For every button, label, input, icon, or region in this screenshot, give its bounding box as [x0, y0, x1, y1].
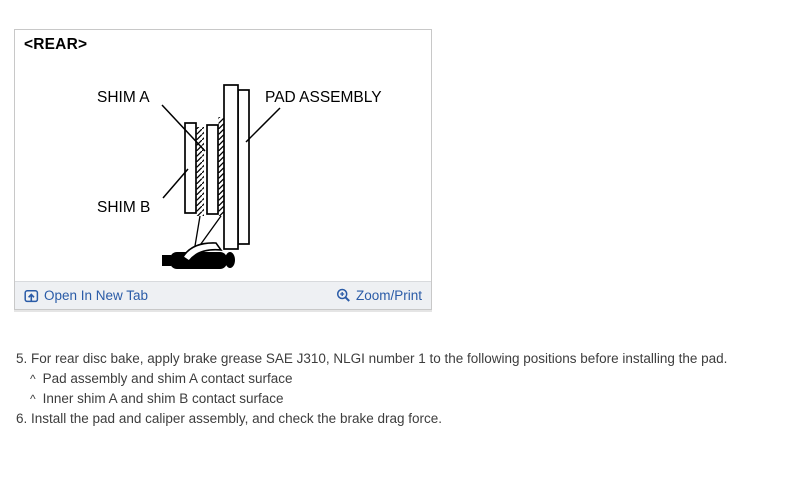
open-in-new-tab-link[interactable]	[24, 288, 148, 303]
caret-bullet-marker: ^	[30, 372, 36, 386]
shim-a-part	[207, 125, 218, 214]
figure-panel-footer	[15, 281, 431, 309]
open-in-new-tab-label: Open In New Tab	[44, 288, 149, 303]
grease-point-leader-left	[195, 216, 200, 246]
instruction-step-6: 6. Install the pad and caliper assembly, and check the brake drag force.	[16, 411, 442, 426]
figure-panel	[14, 29, 432, 310]
instruction-bullet-2	[16, 389, 782, 409]
figure-panel-body	[15, 30, 431, 281]
pad-assembly-leader-line	[246, 108, 280, 142]
instructions-block	[16, 349, 782, 429]
pad-assembly-label: PAD ASSEMBLY	[265, 89, 382, 106]
instruction-bullet-1	[16, 369, 782, 389]
instruction-bullet-2-text: Inner shim A and shim B contact surface	[42, 391, 284, 406]
instruction-bullet-1-text: Pad assembly and shim A contact surface	[42, 371, 293, 386]
pad-assembly-back-slat	[238, 90, 249, 244]
pad-assembly-front-slat	[224, 85, 238, 249]
open-in-new-tab-icon	[24, 289, 39, 303]
shim-b-label: SHIM B	[97, 199, 151, 216]
figure-title: <REAR>	[24, 36, 88, 53]
grease-hatch-shimA-shimB	[196, 127, 204, 216]
magnifier-plus-icon	[336, 288, 351, 303]
instruction-step-5: 5. For rear disc bake, apply brake grease SAE J310, NLGI number 1 to the following positions before installing the pad.	[16, 351, 728, 366]
zoom-print-label: Zoom/Print	[355, 288, 422, 303]
zoom-print-link[interactable]	[336, 288, 422, 303]
caret-bullet-marker: ^	[30, 392, 36, 406]
shim-a-label: SHIM A	[97, 89, 150, 106]
brake-pad-diagram	[15, 30, 431, 281]
